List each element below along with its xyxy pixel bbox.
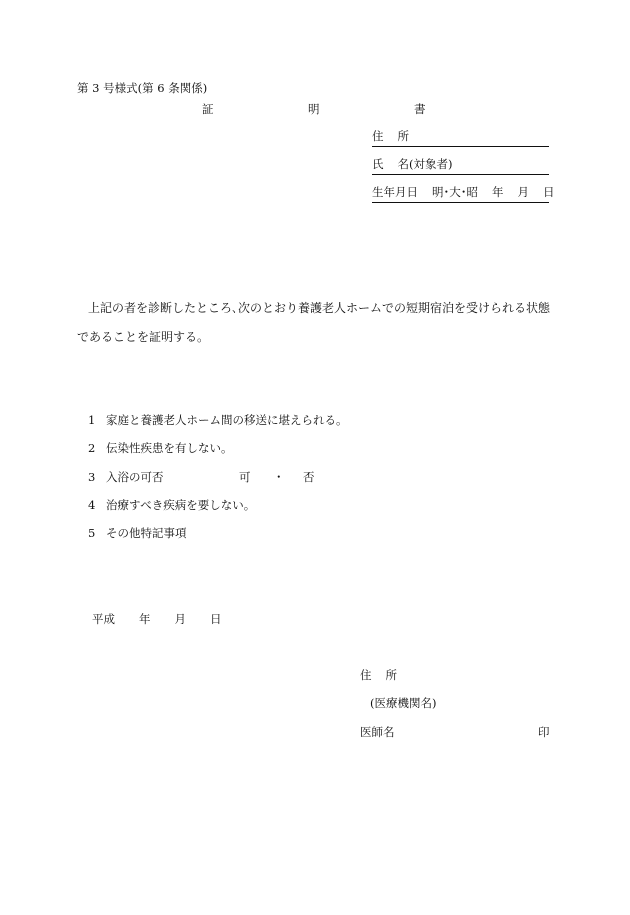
seal-mark: 印: [538, 725, 550, 739]
condition-item-3: [88, 472, 164, 484]
birthdate-year-label: 年: [492, 185, 504, 199]
title-char-2: 明: [308, 102, 320, 116]
bath-option-yes[interactable]: 可: [239, 470, 251, 484]
subject-birthdate-field[interactable]: [372, 185, 555, 203]
condition-item-1: [88, 415, 348, 427]
condition-item-4: [88, 500, 255, 512]
date-day-label: 日: [210, 612, 222, 626]
bath-option-separator: ・: [273, 470, 285, 484]
birthdate-eras: 明･大･昭: [432, 185, 478, 199]
birthdate-label: 生年月日: [372, 185, 418, 199]
date-era: 平成: [92, 612, 115, 626]
condition-number: 3: [88, 470, 96, 484]
doctor-name-label: 医師名: [360, 725, 395, 739]
title-char-1: 証: [202, 102, 214, 116]
certification-date[interactable]: [92, 614, 222, 626]
condition-text: 入浴の可否: [106, 470, 164, 484]
condition-number: 5: [88, 526, 96, 540]
condition-number: 2: [88, 441, 96, 455]
subject-address-field[interactable]: [372, 131, 549, 147]
doctor-address-label: 住 所: [360, 668, 397, 682]
form-number: 第 3 号様式(第 6 条関係): [77, 81, 208, 95]
condition-item-2: [88, 443, 233, 455]
condition-item-5: [88, 528, 187, 540]
statement-line-1: 上記の者を診断したところ､次のとおり養護老人ホームでの短期宿泊を受けられる状態: [88, 301, 551, 315]
condition-number: 1: [88, 413, 96, 427]
date-year-label: 年: [139, 612, 151, 626]
birthdate-day-label: 日: [543, 185, 555, 199]
statement-line-2: であることを証明する。: [77, 330, 210, 344]
title-char-3: 書: [414, 102, 426, 116]
subject-name-field[interactable]: [372, 159, 549, 175]
condition-text: 治療すべき疾病を要しない。: [106, 498, 256, 512]
bath-option-no[interactable]: 否: [303, 470, 315, 484]
date-month-label: 月: [174, 612, 186, 626]
doctor-institution-label: (医療機関名): [370, 696, 437, 710]
condition-text: その他特記事項: [106, 526, 187, 540]
condition-text: 家庭と養護老人ホーム間の移送に堪えられる。: [106, 413, 348, 427]
subject-address-label: 住 所: [372, 129, 409, 143]
subject-name-label: 氏 名(対象者): [372, 157, 453, 171]
condition-text: 伝染性疾患を有しない。: [106, 441, 233, 455]
condition-number: 4: [88, 498, 96, 512]
birthdate-month-label: 月: [517, 185, 529, 199]
